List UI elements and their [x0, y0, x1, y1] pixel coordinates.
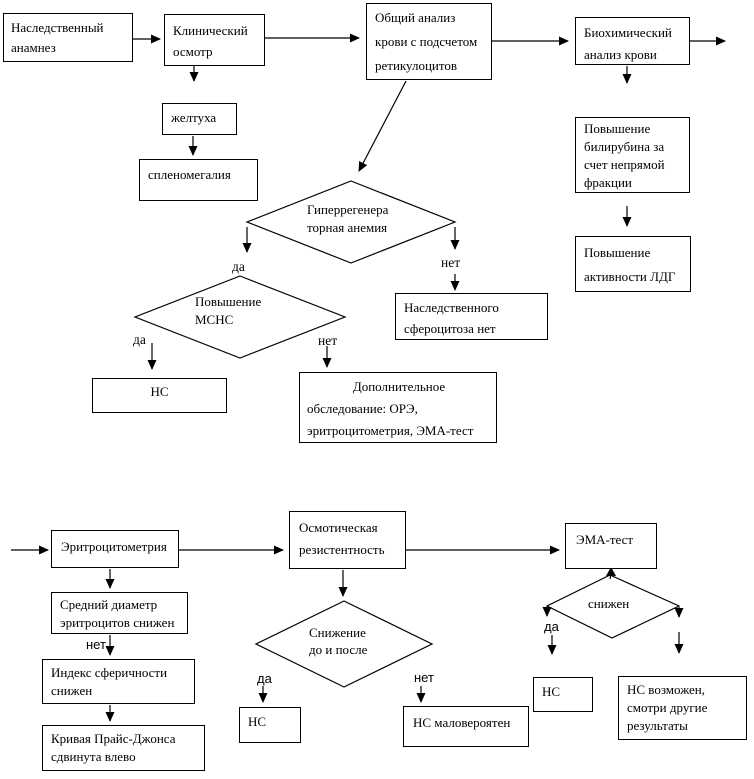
box-mean-diameter [51, 592, 188, 634]
label-anemia-no: нет [441, 255, 461, 270]
box-no-spherocytosis-line: сфероцитоза нет [404, 321, 496, 336]
box-sphericity-line: снижен [51, 683, 93, 698]
box-erythrocytometry-label: Эритроцитометрия [61, 539, 167, 554]
box-additional-line: эритроцитометрия, ЭМА-тест [307, 423, 474, 438]
box-mean-diameter-line: эритроцитов снижен [60, 615, 175, 630]
box-bilirubin [575, 117, 690, 193]
box-cbc-reticulocytes [366, 3, 492, 80]
box-clinical-exam [164, 14, 265, 66]
box-hereditary-history-line: Наследственный [11, 20, 104, 35]
diamond-ema-line: снижен [588, 596, 630, 611]
box-splenomegaly [139, 159, 258, 201]
box-sphericity-line: Индекс сферичности [51, 665, 168, 680]
box-osmotic-line: Осмотическая [299, 520, 378, 535]
box-additional-line: Дополнительное [352, 379, 446, 394]
box-sphericity-index [42, 659, 195, 704]
box-ns-unlikely-label: НС маловероятен [413, 715, 511, 730]
box-ldh [575, 236, 691, 292]
diamond-ema-text [588, 596, 629, 612]
box-ldh-line: Повышение [584, 245, 651, 260]
box-bilirubin-line: фракции [584, 175, 632, 190]
box-ns-unlikely [403, 706, 529, 747]
diamond-mchc-line: Повышение [195, 294, 262, 309]
box-bilirubin-line: Повышение [584, 121, 651, 136]
box-mean-diameter-line: Средний диаметр [60, 597, 158, 612]
box-osmotic-resistance [289, 511, 406, 569]
box-ldh-line: активности ЛДГ [584, 269, 676, 284]
box-no-spherocytosis [395, 293, 548, 340]
label-anemia-yes: да [232, 259, 245, 274]
box-splenomegaly-label: спленомегалия [148, 167, 231, 182]
box-ema-test-label: ЭМА-тест [576, 532, 634, 547]
box-ns-possible [618, 676, 747, 740]
box-ns-possible-line: результаты [627, 718, 688, 733]
diamond-osmotic-text [309, 624, 367, 658]
arrow-cbc-to-anemia-diamond [359, 81, 406, 171]
box-hereditary-history-line: анамнез [11, 40, 56, 55]
box-ns-top [92, 378, 227, 413]
box-additional-line: обследование: ОРЭ, [307, 401, 418, 416]
box-no-spherocytosis-line: Наследственного [404, 300, 499, 315]
diamond-hyperregen-line: торная анемия [307, 220, 388, 235]
label-diameter-no: нет [86, 637, 106, 652]
diamond-hyperregen-text [307, 201, 388, 237]
box-biochemistry [575, 17, 690, 65]
box-cbc-line: ретикулоцитов [375, 58, 458, 73]
box-erythrocytometry [51, 530, 179, 568]
box-ema-test [565, 523, 657, 569]
box-ns-ema [533, 677, 593, 712]
box-ns-osmotic [239, 707, 301, 743]
box-cbc-line: Общий анализ [375, 10, 456, 25]
box-osmotic-line: резистентность [299, 542, 385, 557]
box-jaundice-label: желтуха [171, 110, 217, 125]
box-hereditary-history [3, 13, 133, 62]
box-ns-possible-line: НС возможен, [627, 682, 705, 697]
box-price-jones [42, 725, 205, 771]
box-ns-ema-label: НС [542, 684, 561, 699]
label-osmotic-no: нет [414, 670, 434, 685]
diamond-hyperregen-line: Гиперрегенера [307, 202, 389, 217]
diamond-mchc-line: МСНС [195, 312, 234, 327]
label-ema-yes: да [544, 619, 559, 634]
box-ns-top-label: НС [150, 384, 169, 399]
diamond-osmotic-line: Снижение [309, 625, 366, 640]
box-bilirubin-line: билирубина за [584, 139, 665, 154]
label-osmotic-yes: да [257, 671, 272, 686]
box-price-jones-line: Кривая Прайс-Джонса [51, 731, 176, 746]
box-clinical-exam-line: Клинический [173, 23, 248, 38]
label-mchc-yes: да [133, 332, 146, 347]
diamond-mchc-text [195, 293, 261, 329]
box-jaundice [162, 103, 237, 135]
box-ns-osmotic-label: НС [248, 714, 267, 729]
box-bilirubin-line: счет непрямой [584, 157, 665, 172]
box-clinical-exam-line: осмотр [173, 44, 213, 59]
box-additional-workup [299, 372, 497, 443]
box-cbc-line: крови с подсчетом [375, 34, 478, 49]
box-biochemistry-line: анализ крови [584, 47, 657, 62]
diamond-osmotic-line: до и после [309, 642, 368, 657]
box-biochemistry-line: Биохимический [584, 25, 672, 40]
label-mchc-no: нет [318, 333, 338, 348]
box-price-jones-line: сдвинута влево [51, 749, 136, 764]
box-ns-possible-line: смотри другие [627, 700, 708, 715]
